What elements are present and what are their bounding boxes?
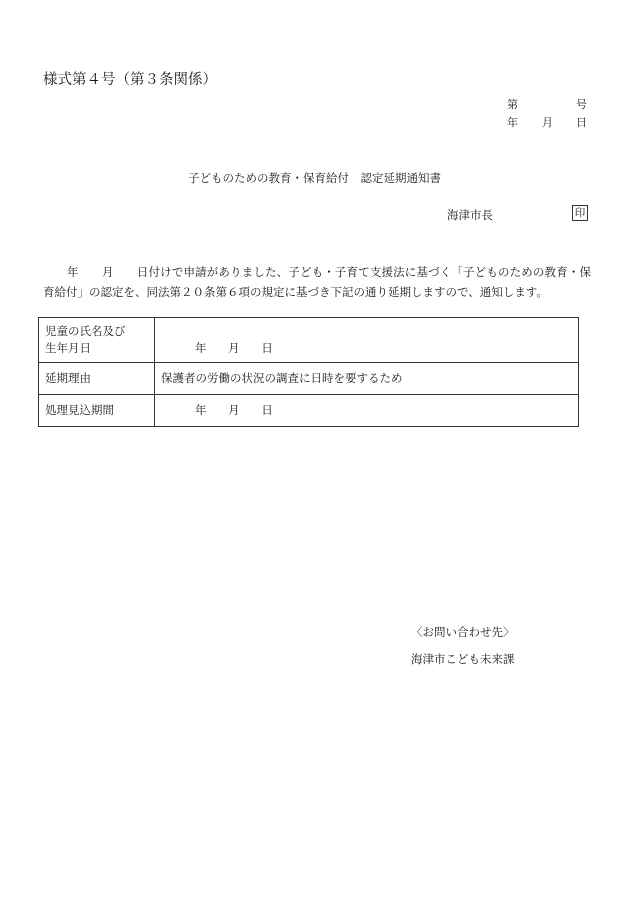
table-row: [39, 395, 579, 427]
issue-date-day: 日: [576, 116, 587, 129]
issuer-name: 海津市長: [447, 208, 493, 222]
seal-mark: 印: [572, 205, 588, 221]
period-year: 年: [195, 403, 207, 417]
notice-body-text: 年 月 日付けで申請がありました、子ども・子育て支援法に基づく「子どものための教育・保育給付」の認定を、同法第２０条第６項の規定に基づき下記の通り延期しますので、通知します。: [43, 265, 591, 299]
table-row: [39, 318, 579, 363]
expected-processing-period-value: [155, 395, 579, 427]
document-number-suffix: 号: [576, 98, 587, 111]
issue-date-year: 年: [507, 116, 518, 129]
birth-day: 日: [261, 341, 273, 355]
expected-processing-period-label: 処理見込期間: [39, 395, 155, 427]
form-number: 様式第４号（第３条関係）: [43, 72, 217, 88]
period-month: 月: [228, 403, 240, 417]
postponement-reason-value: 保護者の労働の状況の調査に日時を要するため: [155, 363, 579, 395]
details-table: [38, 317, 579, 427]
document-title: 子どものための教育・保育給付 認定延期通知書: [188, 171, 441, 185]
child-name-birthdate-value: [155, 318, 579, 363]
contact-department: 海津市こども未来課: [411, 652, 515, 666]
table-row: [39, 363, 579, 395]
birth-year: 年: [195, 341, 207, 355]
child-name-birthdate-label: 児童の氏名及び 生年月日: [39, 318, 155, 363]
birth-month: 月: [228, 341, 240, 355]
issue-date-month: 月: [542, 116, 553, 129]
postponement-reason-label: 延期理由: [39, 363, 155, 395]
contact-label: 〈お問い合わせ先〉: [411, 625, 515, 639]
period-day: 日: [261, 403, 273, 417]
document-number-label: 第: [507, 98, 518, 111]
